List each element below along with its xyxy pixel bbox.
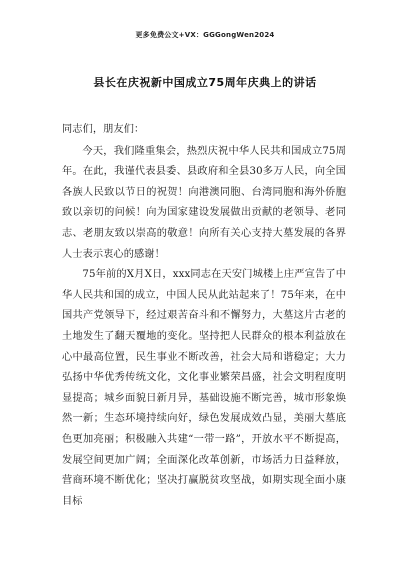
salutation: 同志们，朋友们：	[62, 124, 145, 135]
speech-title: 县长在庆祝新中国成立75周年庆典上的讲话	[93, 76, 317, 89]
paragraph-opening: 今天，我们隆重集会，热烈庆祝中华人民共和国成立75周年。在此，我谨代表县委、县政府和全县30多万人民，向全国各族人民致以节日的祝贺！向港澳同胞、台湾同胞和海外侨胞致以亲切的问候！向为国家建设发展做出贡献的老领导、老同志、老朋友致以崇高的敬意！向所有关心支持大墓发展的各界人士表示衷心的感谢！	[62, 145, 346, 260]
paragraph-history: 75年前的X月X日，xxx同志在天安门城楼上庄严宣告了中华人民共和国的成立，中国人民从此站起来了！75年来，在中国共产党领导下，经过艰苦奋斗和不懈努力，大墓这片古老的土地发生了翻天覆地的变化。坚持把人民群众的根本利益放在心中最高位置，民生事业不断改善，社会大局和谐稳定；大力弘扬中华优秀传统文化，文化事业繁荣昌盛，社会文明程度明显提高；城乡面貌日新月异，基础设施不断完善，城市形象焕然一新；生态环境持续向好，绿色发展成效凸显，美丽大墓底色更加亮丽；积极融入共建“一带一路”，开放水平不断提高，发展空间更加广阔；全面深化改革创新，市场活力日益释放，营商环境不断优化；坚决打赢脱贫攻坚战，如期实现全面小康目标	[62, 269, 346, 507]
speech-body	[62, 120, 346, 512]
page-header: 更多免费公文+VX：GGGongWen2024	[135, 31, 275, 39]
